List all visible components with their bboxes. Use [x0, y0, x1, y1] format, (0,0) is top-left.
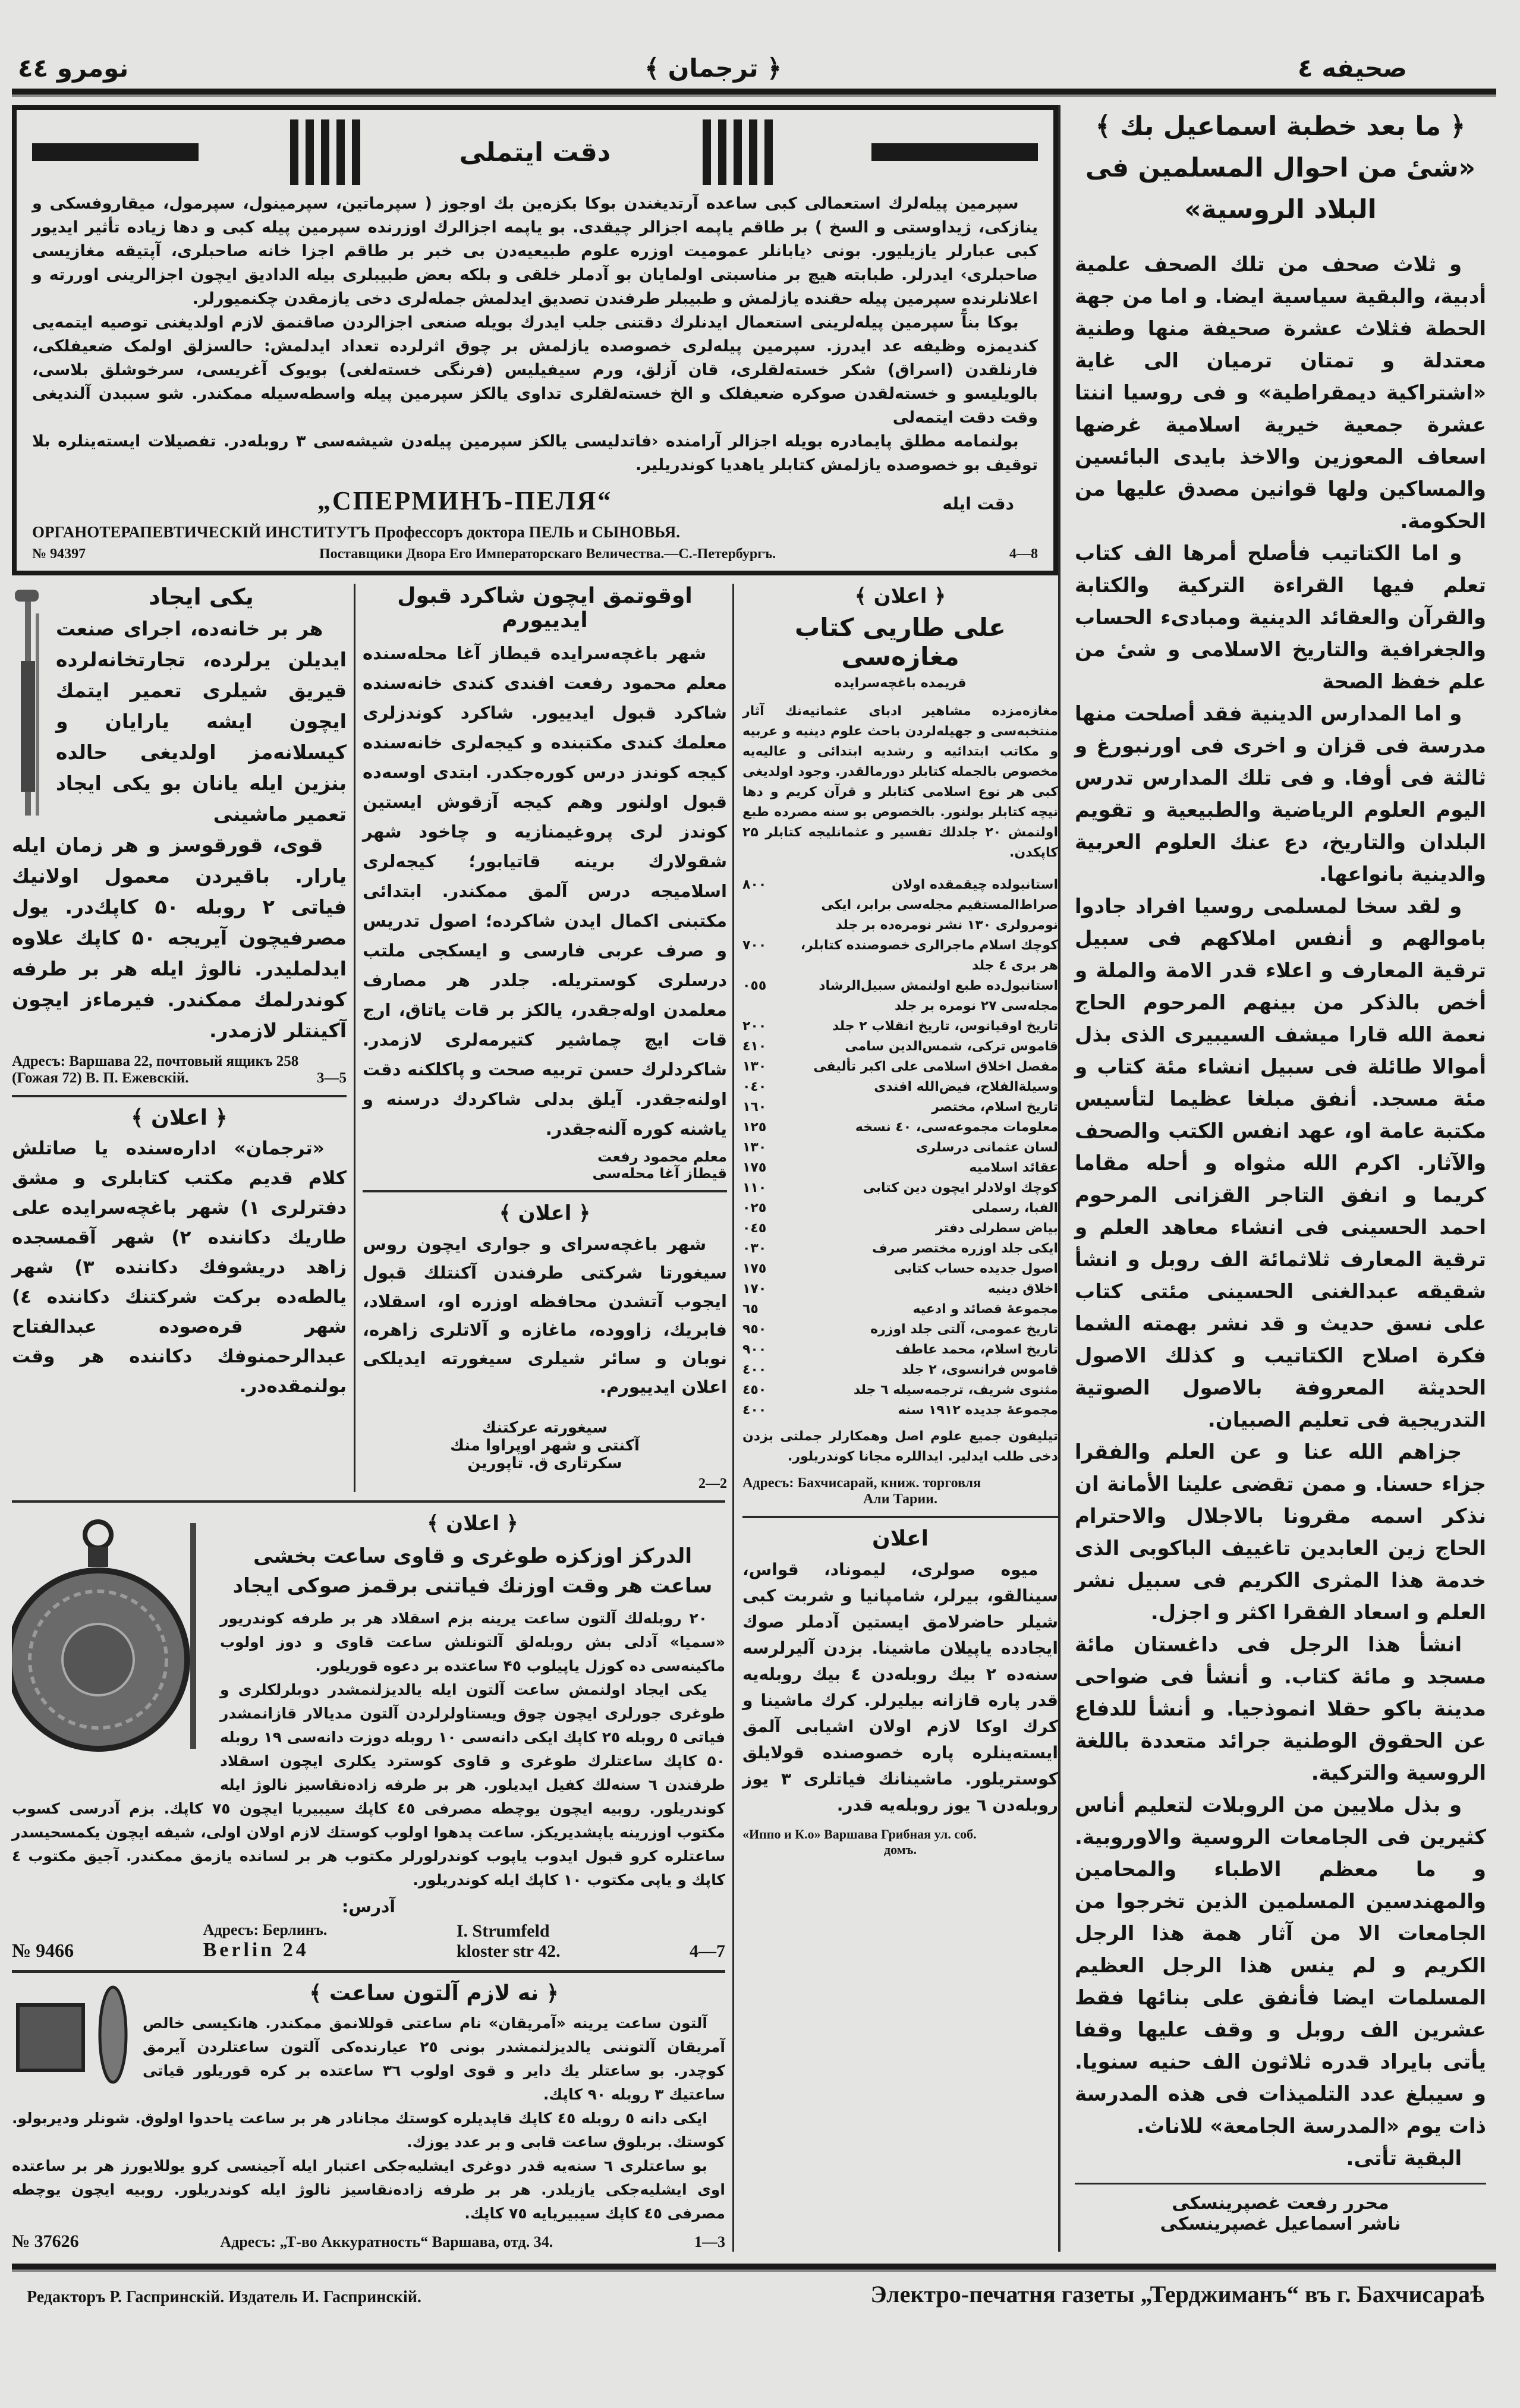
insurance-ad-title: ﴿ اعلان ﴾: [499, 1201, 591, 1225]
bookstore-address2: Али Тарии.: [863, 1491, 938, 1507]
book-price: ٧٠٠: [742, 938, 767, 953]
watch-address-street: kloster str 42.: [456, 1941, 561, 1961]
footer-editor: Редакторъ Р. Гаспринскій. Издатель И. Гаспринскій.: [27, 2288, 421, 2306]
price-list-item: [742, 1198, 1058, 1219]
price-list-item: [742, 1239, 1058, 1259]
spermin-bottom-row: [32, 546, 1038, 562]
gold-watch-ad: [12, 1981, 725, 2252]
price-list-item: [742, 1259, 1058, 1279]
book-title: مثنوی شریف، ترجمه‌سیله ٦ جلد: [853, 1383, 1058, 1397]
article-paragraph: و اما المدارس الدینیة فقد أصلحت منها مدرسة فی قزان و اخری فی اورنبورغ و ثالثة فی أوفا. و فی تلك المدارس تدرس الیوم العلوم الریاضیة والطبیعیة و تقویم البلدان والتاریخ، دع عنك العلوم العربیة والدینیة بانواعها.: [1075, 702, 1486, 886]
ornament-right: [871, 143, 1038, 161]
insurance-ad: [363, 1201, 727, 1492]
bookstore-intro: مغازه‌مزده مشاهیر ادبای عثمانیه‌نك آثار منتخبه‌سی و جهیله‌لردن باحث علوم دینیه و عربیه و مکاتب ابتدائیه و رشدیه ابتدائی و عالیه‌یه مخصوص بالجمله کتابلر دورمالقدر. وجود اولدیغی کبی هر نوع اسلامی کتابلر و قرآن کریم و دها نیچه کتابلر بولنور. بالخصوص بو سنه مصرده طبع اولنمش ۲۰ جلدلك تفسیر و عثمانلیجه کتابلر ۲۵ کاپکدن.: [742, 704, 1059, 860]
book-title: تاریخ اسلام، محمد عاطف: [895, 1342, 1058, 1357]
price-list-item: [742, 1057, 1058, 1077]
bookstore-outro: تیلیفون جمیع علوم اصل وهمکارلر جملتی بزدن دخی طلب ایدلیر. ایداللره مجانا کوندریلور.: [742, 1429, 1058, 1464]
spermin-paragraph: بولنمامه مطلق پایمادره بویله اجزالر آرامنده ‹فاتدلیسی یالکز سپرمین پیله‌دن شیشه‌سی ۳ روبله‌در. تفصیلات ایسته‌ینلره بلا توقیف بو خصوصده یازلمش کتابلر یاهدیا کوندریلیر.: [32, 432, 1038, 474]
article-paragraph: و ثلاث صحف من تلك الصحف علمیة أدبیة، والبقیة سیاسیة ایضا. و اما من جهة الحطة فثلاث عشرة صحیفة منها وطنیة معتدلة و تمتان ترمیان الی غایة «اشتراکیة دیمقراطیة» و فی روسیا اننتا عشرة جمعیة خیریة اسلامیة غرضها اسعاف المعوزین والاخذ بایدی البائسین والمساکین ولها قوانین مصدق علیها من الحکومة.: [1075, 253, 1486, 533]
book-title: وسیلة‌الفلاح، فیض‌الله افندی: [874, 1079, 1058, 1094]
spermin-brand-row: [32, 486, 1038, 516]
price-list-item: [742, 1299, 1058, 1320]
article-paragraph: و بذل ملایین من الروبلات لتعلیم أناس کثیرین فی الجامعات الروسیة والاوروبیة. و ما معظم الاطباء والمحامین والمهندسین المسلمین الذین تخرجوا من الجامعات الا من آثار همة هذا الرجل الکریم و لم ینس هذا الرجل العظیم المسلمات ایضا فأنفق علی بنائها فقط عشرین الف روبل و وقف علیها وقفا یأتی بایراد قدره ثلاثون الف حنیه سنویا. و سیبلغ عدد التلمیذات فی هذه المدرسة ذات یوم «المدرسة الجامعة» للاناث.: [1075, 1793, 1486, 2138]
watch-ad-headline: الدرکز اوزکزه طوغری و قاوی ساعت بخشی ساعت هر وقت اوزنك فیاتنی برقمز صوکی ایجاد: [232, 1544, 713, 1598]
watch-ad: [12, 1511, 725, 1962]
terjuman-ad-paragraphs: [12, 1134, 347, 1401]
yeni-ijad-paragraph: قوی، قورقوسز و هر زمان ایله یارار. باقیردن معمول اولانیك فیاتی ۲ روبله ۵۰ کاپك‌در. یول مصرفیچون آیریجه ۵۰ کاپك علاوه ایدلملیدر. نالوژ ایله هر بر طرفه کوندرلمك ممکندر. فیرماءز ایچون آکینتلر لازمدر.: [12, 833, 347, 1042]
shagird-signer-address: قیطاز آغا محله‌سی: [592, 1165, 727, 1182]
lower-section: [12, 584, 1058, 2252]
price-list-item: [742, 1380, 1058, 1400]
book-title: کوچك اولادلر ایچون دین کتابی: [863, 1181, 1058, 1195]
page-body: [12, 105, 1496, 2252]
gold-watch-address: Адресъ: „Т-во Аккуратность“ Варшава, отд. 34.: [220, 2233, 553, 2250]
gold-watch-paragraph: آلتون ساعت یرینه «آمریقان» نام ساعتی قوللانمق ممکندر. هانکیسی خالص آمریقان آلتوننی یالدیزلنمشدر بونی ۲٥ عیارنده‌کی آلتون ساعتلردن آیرمق کوچدر. بو ساعتلر یك دایر و قوی اولوب ۳٦ ساعتده بر کره قوریلور قیاتی ساعتیك ۳ روبله ۹۰ کاپك.: [143, 2014, 725, 2103]
fruit-ad-title: اعلان: [872, 1526, 929, 1551]
price-list-item: [742, 1077, 1058, 1097]
terjuman-ad-title: ﴿ اعلان ﴾: [131, 1106, 228, 1130]
bookstore-ad-title: ﴿ اعلان ﴾: [854, 584, 946, 608]
fruit-ad-address2: домъ.: [883, 1842, 917, 1857]
left-area: [12, 105, 1058, 2252]
book-title: تاریخ اوقیانوس، تاریخ انقلاب ۲ جلد: [832, 1019, 1058, 1034]
watch-address-left: [203, 1921, 328, 1962]
insurance-paragraphs: [363, 1230, 727, 1401]
watch-case-illustration: [12, 1981, 131, 2088]
spermin-paragraph: بوکا بنآً سپرمین پیله‌لرینی استعمال ایدنلرك دقتنی جلب ایدرك بویله صنعی اجزالردن صاقنمق لازم اولدیغنی توصیه ایتمه‌یی کندیمزه وظیفه عد ایدرز. سپرمین پیله‌لری خصوصده یازلمش بر چوق اثرلرده تعداد ایدلمش: حالسزلق اولمک ضعیفلکی، فارنلقدن (اسراق) شکر خسته‌لقلری، قان آزلق، ورم سیفیلیس (فرنگی خسته‌لغی) بویوک آغریسی، سرخوشلق بلاسی، بالویلیسو و خسته‌لقدن صوکره ضعیفلک و الخ خسته‌لقلری تداوی یالکز سپرمین پیله واسطه‌سیله ممکندر. شو سببدن آلندیغی وقت دقت ایتمه‌لی: [32, 313, 1038, 427]
yeni-ijad-ad: [12, 584, 347, 1087]
price-list-item: [742, 1118, 1058, 1138]
book-title: لسان عثمانی درسلری: [916, 1140, 1058, 1155]
signature-divider: [1075, 2183, 1486, 2184]
left-columns: [12, 584, 734, 2252]
spermin-institute: ОРГАНОТЕРАПЕВТИЧЕСКІЙ ИНСТИТУТЪ Профессоръ доктора ПЕЛЬ и СЫНОВЬЯ.: [32, 523, 680, 541]
book-title: مجموعهٔ قصائد و ادعیه: [912, 1302, 1058, 1317]
yeni-ijad-address2: (Гожая 72) В. П. Ежевскій.: [12, 1070, 189, 1086]
insurance-signer: سکرتاری ق. تاپورین: [467, 1455, 622, 1472]
book-price: ٠٣٠: [742, 1241, 767, 1256]
insurance-run: 2—2: [698, 1476, 727, 1491]
book-price: ٢٠٠: [742, 1019, 767, 1034]
insurance-paragraph: شهر باغچه‌سرای و جواری ایچون روس سیغورتا شرکتی طرفندن آکنتلك قبول ایجوب آتشدن محافظه اوزره او، اسقلاد، فابریك، زاووده، ماغازه و آلاتلری زاهره، نوبان و سائر شیلری سیغورته ایدیلکی اعلان ایدییورم.: [363, 1234, 727, 1397]
header-rule: [12, 89, 1496, 97]
price-list-item: [742, 1037, 1058, 1057]
price-list-item: [742, 1016, 1058, 1037]
bookstore-name: علی طاریی کتاب مغازه‌سی: [795, 613, 1006, 671]
fruit-ad-address: «Иппо и К.о» Варшава Грибная ул. соб.: [742, 1827, 977, 1842]
bookstore-ad: [742, 584, 1058, 1507]
book-price: ٨٠٠: [742, 877, 767, 892]
price-list-item: [742, 976, 1058, 1016]
section-divider: [12, 1970, 725, 1973]
book-price: ٠٥٥: [742, 978, 767, 993]
article-paragraph: البقیة تأتی.: [1346, 2146, 1462, 2170]
price-list-item: [742, 936, 1058, 976]
book-price: ١١٠: [742, 1181, 767, 1195]
insurance-signer: آکنتی و شهر اوپراوا منك: [450, 1437, 640, 1455]
section-divider: [12, 1500, 725, 1503]
watch-ad-number: № 9466: [12, 1940, 74, 1961]
price-list-item: [742, 1219, 1058, 1239]
price-list-item: [742, 1400, 1058, 1421]
book-price: ٦٥: [742, 1302, 759, 1317]
gold-watch-address-row: [12, 2231, 725, 2252]
price-list-item: [742, 1279, 1058, 1299]
ornament-block: [290, 119, 367, 185]
price-list-item: [742, 875, 1058, 936]
book-price: ١٧٥: [742, 1160, 767, 1175]
price-list-item: [742, 1138, 1058, 1158]
price-list-item: [742, 1097, 1058, 1118]
article-paragraph: و اما الکتاتیب فأصلح أمرها الف کتاب تعلم فیها القراءة الترکیة والکتابة والقرآن والعقائد الدینیة ومبادیء الحساب والجغرافیة والتاریخ الاسلامی و شیٔ من علم خفظ الصحة: [1075, 542, 1486, 694]
price-list-item: [742, 1178, 1058, 1198]
article-subtitle: «شیٔ من احوال المسلمین فی البلاد الروسیة»: [1085, 153, 1476, 225]
book-price: ١٧٥: [742, 1261, 767, 1276]
price-list-item: [742, 1360, 1058, 1380]
price-list-item: [742, 1158, 1058, 1178]
pocket-watch-illustration: [12, 1511, 208, 1773]
shagird-ad: [363, 584, 727, 1182]
book-title: عقائد اسلامیه: [969, 1160, 1058, 1175]
spermin-ad: [12, 105, 1058, 575]
shagird-paragraphs: [363, 638, 727, 1144]
blowtorch-illustration: [12, 590, 48, 827]
book-title: الفبا، رسملی: [971, 1201, 1058, 1216]
spermin-brand: „СПЕРМИНЪ-ПЕЛЯ“: [317, 486, 613, 515]
bookstore-location: قریمده باغچه‌سرایده: [834, 676, 967, 691]
bookstore-price-list: [742, 875, 1058, 1421]
yeni-ijad-paragraphs: [12, 613, 347, 1046]
yeni-ijad-paragraph: هر بر خانه‌ده، اجرای صنعت ایدیلن یرلرده، تجارتخانه‌لرده قیریق شیلری تعمیر ایتمك ایچون ایشه یارایان و کیسلانه‌مز اولدیغی حالده بنزین ایله یانان بو یکی ایجاد تعمیر ماشینی: [56, 617, 347, 826]
yeni-ijad-address: Адресъ: Варшава 22, почтовый ящикъ 258: [12, 1053, 299, 1069]
book-price: ١٦٠: [742, 1100, 767, 1115]
book-title: اخلاق دینیه: [987, 1282, 1058, 1296]
article-paragraph: جزاهم الله عنا و عن العلم والفقرا جزاء حسنا. و ممن تقضی علینا الأمانة ان نذکر اسمه مقرونا بالاجلال والاحترام الحاج زین العابدین تاغییف الباکوبی الذی خدمة هذا المثری الکریم فی سبیل نشر العلم و اسعاد الفقرا اکثر و اجزل.: [1075, 1440, 1486, 1625]
gold-watch-paragraph: ایکی دانه ٥ روبله ٤٥ کاپك قاپدیلره کوستك مجانادر هر بر ساعت یاحدوا اولوق. شونلر ودیربولو. کوستك. بربلوق ساعت قابی و بر عدد یوزك.: [12, 2110, 725, 2151]
book-price: ٩٠٠: [742, 1342, 767, 1357]
terjuman-ad-paragraph: «ترجمان» اداره‌سنده یا صاتلش کلام قدیم مکتب کتابلری و مشق دفترلری ۱) شهر باغچه‌سرایده علی طاریك دکاننده ۲) شهر آقمسجده زاهد دریشوفك دکاننده ۳) شهر یالطه‌ده برکت شرکتنك دکاننده ٤) شهر قره‌صوده عبدالفتاح عبدالرحمنوفك دکاننده هر وقت بولنمقده‌در.: [12, 1138, 347, 1397]
article-paragraph: انشأ هذا الرجل فی داغستان مائة مسجد و مائة کتاب. و أنشأ فی ضواحی مدینة باکو حقلا انموذجیا. و أنشأ للدفاع عن الحقوق الوطنیة جرائد متعددة باللغة الروسیة والترکیة.: [1075, 1633, 1486, 1785]
fruit-paragraph: میوه صولری، لیموناد، قواس، سینالقو، بیرلر، شامپانیا و شربت کبی شیلر حاضرلامق ایستین آدملر صوك ایجادده یاپیلان ماشینا. بزدن آلیرلرسه سنه‌ده ۲ بیك روبله‌دن ٤ بیك روبله‌یه قدر پاره قازانه بیلیرلر. کرك ماشینا و کرك اوکا لازم اولان اشیابی آلمق ایسته‌ینلره پاره خصوصنده قولایلق کوستریلور. ماشینانك فیاتلری ۳ یوز روبله‌دن ٦ یوز روبله‌یه قدر.: [742, 1560, 1059, 1815]
book-price: ١٣٠: [742, 1140, 767, 1155]
yeni-ijad-run: 3—5: [317, 1070, 347, 1086]
watch-ad-title: ﴿ اعلان ﴾: [427, 1512, 518, 1535]
book-price: ٠٢٥: [742, 1201, 767, 1216]
watch-adres-label: آدرس:: [342, 1897, 395, 1916]
book-title: ایکی جلد اوزره مختصر صرف: [872, 1241, 1058, 1256]
section-divider: [363, 1190, 727, 1192]
book-price: ١٢٥: [742, 1120, 767, 1135]
shagird-paragraph: شهر باغچه‌سرایده قیطاز آغا محله‌سنده معلم محمود رفعت افندی کندی خانه‌سنده شاکرد قبول ایدییور. شاکرد کوندزلری معلمك کندی مکتبنده و کیجه‌لری خانه‌سنده کیجه کوندز درس کوره‌جکدر. ابتدی اوسه‌ده قبول اولنور وهم کیجه آزقوش ایستین کوندز لری پروغیمنازیه و چاخود شهر شقولارك برینه قاتیابور؛ کیجه‌لری اسلامیجه درس آلمق ممکندر. ابتدائی مکتبنی اکمال ایدن شاکرده؛ اصول تدریس و صرف عربی فارسی و ایسکجی ملتب درسلری کوستریله. جلدر هر مصارف معلمدن اوله‌جقدر، یالکز بر قات یاتاق، ارج قات ایچ چماشیر کتیرمه‌لری لازمدر. شاکردلرك حسن تربیه صحت و پاکلکنه دقت اولنه‌جقدر. آیلق بدلی شاکردك درسنه و یاشنه کوره آلنه‌جقدر.: [363, 643, 727, 1139]
footer-rule: [12, 2264, 1496, 2272]
book-price: ١٣٠: [742, 1059, 767, 1074]
insurance-signer: سیغورته عرکتنك: [482, 1419, 608, 1437]
section-divider: [12, 1095, 347, 1097]
fruit-paragraphs: [742, 1557, 1058, 1818]
column-a: [12, 584, 354, 1492]
editor-signature: محرر رفعت غصپرینسکی: [1172, 2193, 1389, 2214]
watch-address-right: [457, 1921, 561, 1962]
book-title: مفصل اخلاق اسلامی علی اکبر تألیفی: [813, 1059, 1058, 1074]
spermin-supplier: Поставщики Двора Его Императорскаго Величества.—С.-Петербургъ.: [319, 546, 776, 562]
article-paragraph: و لقد سخا لمسلمی روسیا افراد جادوا باموالهم و أنفس املاکهم فی سبیل ترقیة المعارف و اعلاء قدر الامة والملة و أخص بالذکر من بینهم المرحوم الحاج نعمة الله قارا میشف السیبیری الذی بذل أموالا طائلة فی سبیل انشاء مئة کتاب و مئة مسجد. أنفق مبلغا عظیما لتأسیس مکتبة عامة او، عهد انفس الکتب والصحف والآثار. اکرم الله مثواه و أحله مقاما کریما و انفق التاجر القزانی المرحوم احمد الحسینی فی انشاء معاهد العلم و ترقیة المعارف ثلاثمائة الف روبل و انشأ شقیقه عبدالغنی الحسینی مئتی کتاب علی نسق حدیث و قد نشر بهمته الشما فکرة اصلاح الکتاتیب و کذلك الاصول الحدیثة المعروفة بالاصول الصوتیة التدریجیة فی تعلیم الصبیان.: [1075, 895, 1486, 1432]
spermin-ad-header: [32, 119, 1038, 185]
spermin-paragraph: سپرمین پیله‌لرك استعمالی کبی ساعده آرتدیغندن بوکا بکزه‌ین بك اوجوز ( سپرماتین، سپرمینول، سپرمول، میقاروفسکی و ینازکی، ژیداوستی و السخ ) بر طاقم یاپمه اجزالر چیقدی. بو یاپمه اجزالرك اوزرنده سپرمین پیله کبی و دها زیاده تأثیر ایدیور کبی عبارلر یازیلیور. بونی ‹یابانلر عمومیت اوزره علوم طبیعیه‌دن بی خبر بر طاقم اجزا خانه صاحبلری، آپتیقه مغازیسی صاحبلری› ایدرلر. طبابته هیچ بر مناسبتی اولمایان بو آدملر خلقی و بلکه بعض طبیبلری بیله الدادیق ایچون اجزالرینی اوررته و اعلانلرنده سپرمین پیله حقنده یازلمش و طبیبلر طرفندن تصدیق ایدلمش جمله‌لری دخی یازمقدن چکنمیورلر.: [32, 194, 1038, 308]
publisher-signature: ناشر اسماعیل غصپرینسکی: [1160, 2214, 1401, 2234]
spermin-brand-caption: دقت ایله: [942, 494, 1014, 514]
gold-watch-number: № 37626: [12, 2231, 79, 2251]
page-footer: [12, 2272, 1496, 2308]
watch-paragraph: یکی ایجاد اولنمش ساعت آلتون ایله یالدیزلنمشدر دوبلرلکلری و طوغری جورلری ایچون چوق ویستاولرلردن آلتون مدیالار قازانمشدر فیاتی ٥ روبله ۲٥ کاپك ایکی دانه‌سی ۱۰ روبله دوزت دانه‌سی ۱۹ روبله ۵۰ کاپك ساعتلرك طوغری و قاوی کوسترد یکلری ایچون اسقلاد طرفندن ٦ سنه‌لك کفیل ایدیلور. هر بر طرفه زاده‌نقاسیز نالوژ ایله کوندریلور. روبیه ایچون یوچطه مصرفی ٤٥ کاپك سیبیریا ایچون ۷٥ کاپك. بزم آدرسی کسوب مکتوب اوزرینه یاپشدیریکز. ساعت پدهوا اولوب کوستك لازم اولان اولی، شیفه ایچون یکمسحیسدر ساعتلره کرو قبول ایدوب یاپوب کوندرلورلر مکتوب هر بر لسانده یازمق ممکندر. آجیق مکتوب ٤ کاپك و یاپی مکتوب ۱۰ کاپك ایله کوندریلور.: [12, 1681, 726, 1888]
book-title: استانبولده چیقمقده اولان صراط‌المستقیم مجله‌سی برابر، ایکی نومرولری ۱۳۰ نشر نومره‌ده بر جلد: [821, 877, 1058, 933]
watch-address-label: Адресъ: Берлинъ.: [203, 1921, 328, 1938]
spermin-run: 4—8: [1009, 546, 1038, 562]
issue-number: نومرو ٤٤: [18, 53, 129, 83]
price-list-item: [742, 1340, 1058, 1360]
ornament-block: [703, 119, 780, 185]
gold-watch-title: ﴿ نه لازم آلتون ساعت ﴾: [309, 1981, 559, 2006]
footer-press: Электро-печатня газеты „Терджиманъ“ въ г. Бахчисараѣ: [870, 2281, 1484, 2308]
book-price: ١٧٠: [742, 1282, 767, 1296]
yeni-ijad-address-row: [12, 1070, 347, 1087]
book-title: استانبول‌ده طبع اولنمش سبیل‌الرشاد مجله‌سی ۲۷ نومره بر جلد: [819, 978, 1058, 1013]
article-paragraphs: [1075, 248, 1486, 2174]
article-title: ﴿ ما بعد خطبة اسماعیل بك ﴾: [1095, 111, 1466, 141]
book-price: ٤١٠: [742, 1039, 767, 1054]
shagird-signer: معلم محمود رفعت: [597, 1148, 727, 1165]
book-title: کوچك اسلام ماجرالری خصوصنده کتابلر، هر بری ٤ جلد: [800, 938, 1058, 973]
yeni-ijad-title: یکی ایجاد: [149, 584, 254, 610]
book-title: قاموس فرانسوی، ۲ جلد: [902, 1362, 1058, 1377]
shagird-ad-title: اوقوتمق ایچون شاکرد قبول ایدییورم: [397, 584, 693, 632]
section-divider: [742, 1516, 1058, 1518]
right-columns: [734, 584, 1058, 2252]
book-title: معلومات مجموعه‌سی، ٤٠ نسخه: [855, 1120, 1058, 1135]
terjuman-ad: [12, 1106, 347, 1401]
spermin-number: № 94397: [32, 546, 86, 562]
book-price: ٤٠٠: [742, 1362, 767, 1377]
spermin-ad-title: دقت ایتملی: [459, 137, 611, 168]
book-price: ٠٤٥: [742, 1221, 767, 1236]
book-price: ٠٤٠: [742, 1079, 767, 1094]
gold-watch-paragraph: بو ساعتلری ٦ سنه‌یه قدر دوغری ایشلیه‌جکی اعتبار ایله آجینسی کرو یوللایورز هر بر ساعتده اوی ایشلیه‌جکی یازیلدر. هر بر طرفه زاده‌نقاسیز نالوژ ایله کوندریلور. روبیه ایچون یوچطه مصرفی ٤٥ کاپك سیبیریایه ۷٥ کاپك.: [12, 2157, 725, 2222]
book-title: تاریخ اسلام، مختصر: [931, 1100, 1058, 1115]
small-ads-row: [12, 584, 725, 1492]
book-price: ٤٠٠: [742, 1403, 767, 1418]
masthead: ﴿ ترجمان ﴾: [644, 53, 782, 83]
watch-address-name: I. Strumfeld: [456, 1921, 550, 1941]
book-title: تاریخ عمومی، آلتی جلد اوزره: [870, 1322, 1058, 1337]
column-b: [354, 584, 727, 1492]
ornament-left: [32, 143, 199, 161]
price-list-item: [742, 1320, 1058, 1340]
watch-ad-run: 4—7: [690, 1941, 725, 1961]
book-title: اصول جدیده حساب کتابی: [893, 1261, 1058, 1276]
book-price: ٤٥٠: [742, 1383, 767, 1397]
page-number: صحیفه ٤: [1298, 53, 1407, 83]
book-title: بیاض سطرلی دفتر: [935, 1221, 1058, 1236]
watch-address-row: [12, 1921, 725, 1962]
spermin-paragraphs: [32, 192, 1038, 477]
watch-address-city: Berlin 24: [203, 1939, 309, 1961]
book-price: ٩٥٠: [742, 1322, 767, 1337]
bookstore-address: Адресъ: Бахчисарай, книж. торговля: [742, 1475, 981, 1491]
book-title: مجموعهٔ جدیده ۱۹۱۲ سنه: [898, 1403, 1058, 1418]
watch-paragraph: ۲۰ روبله‌لك آلتون ساعت یرینه بزم اسقلاد هر بر طرفه کوندریور «سمیا» آدلی بش روبله‌لق آلتونلش ساعت قاوی و دوز اولوب ماکینه‌سی ده کوزل یاپیلوب ۴٥ ساعتده بر دعوه قوریلور.: [220, 1610, 725, 1674]
page-header: [12, 53, 1496, 89]
fruit-machine-ad: [742, 1526, 1058, 1858]
right-article: [1058, 105, 1486, 2252]
gold-watch-run: 1—3: [694, 2233, 725, 2250]
book-title: قاموس ترکی، شمس‌الدین سامی: [845, 1039, 1058, 1054]
